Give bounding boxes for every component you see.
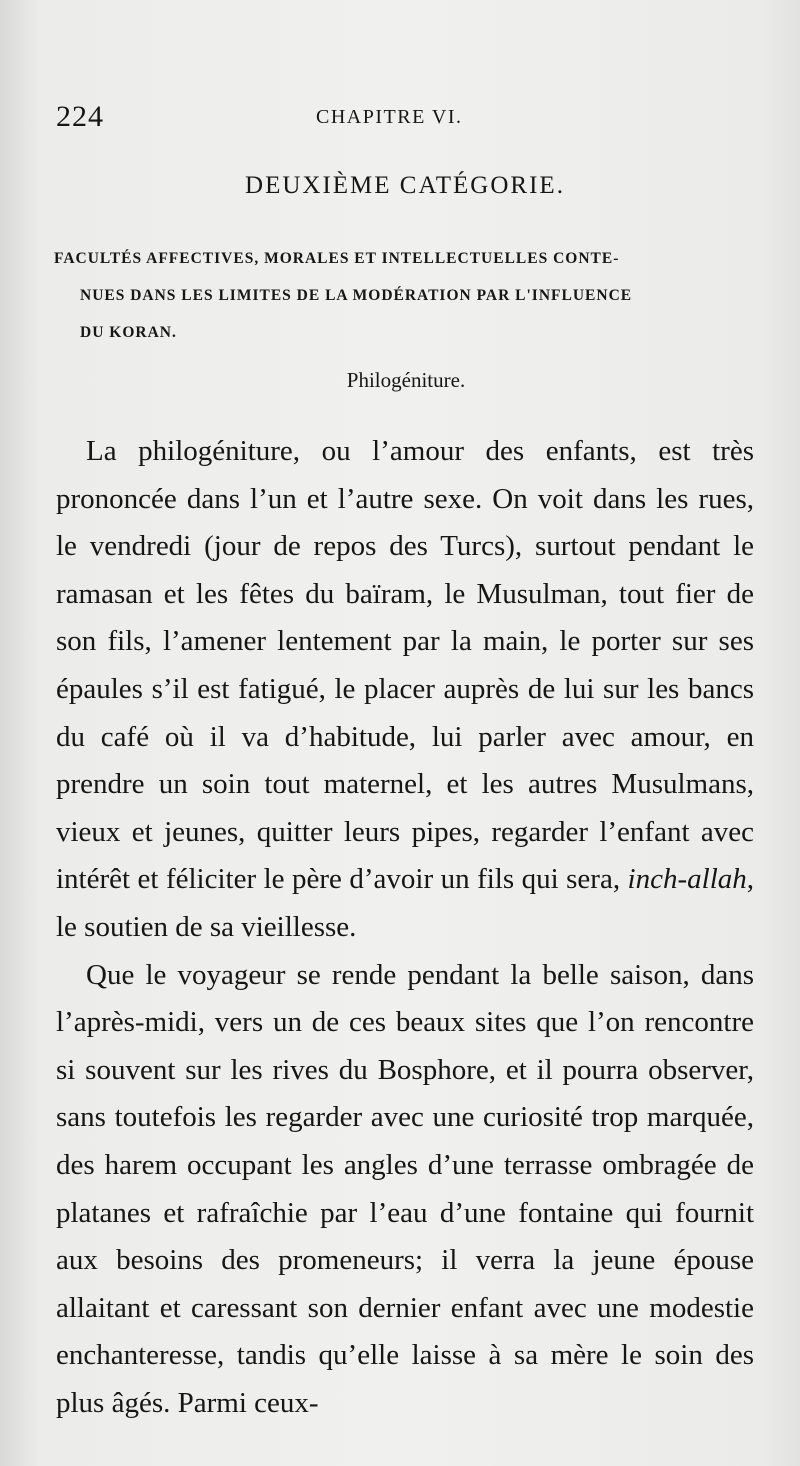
running-head: CHAPITRE VI. — [316, 106, 463, 128]
body-text — [56, 428, 754, 1427]
subheading-line-1: FACULTÉS AFFECTIVES, MORALES ET INTELLECTUELLES CONTE- — [54, 250, 620, 267]
page-header — [56, 100, 746, 140]
paragraph-1-end: , le soutien de sa vieillesse. — [56, 863, 754, 943]
subheading-line-2: NUES DANS LES LIMITES DE LA MODÉRATION PAR L'INFLUENCE — [80, 287, 633, 304]
italic-phrase: inch-allah — [627, 863, 747, 896]
paragraph-1-text: La philogéniture, ou l’amour des enfants, est très prononcée dans l’un et l’autre sexe. On voit dans les rues, le vendredi (jour de repos des Turcs), surtout pendant le ramasan et les fêtes du baïram, le Musulman, tout fier de son fils, l’amener lentement par la main, le porter sur ses épaules s’il est fatigué, le placer auprès de lui sur les bancs du café où il va d’habitude, lui parler avec amour, en prendre un soin tout maternel, et les autres Musulmans, vieux et jeunes, quitter leurs pipes, regarder l’enfant avec intérêt et féliciter le père d’avoir un fils qui sera, — [56, 435, 754, 896]
paragraph-1 — [56, 428, 754, 952]
subheading-line-3: DU KORAN. — [80, 324, 177, 341]
category-title: DEUXIÈME CATÉGORIE. — [245, 172, 565, 199]
subheading — [54, 240, 754, 351]
paragraph-2: Que le voyageur se rende pendant la belle saison, dans l’après-midi, vers un de ces beaux sites que l’on rencontre si souvent sur les rives du Bosphore, et il pourra observer, sans toutefois les regarder avec une curiosité trop marquée, des harem occupant les angles d’une terrasse ombragée de platanes et rafraîchie par l’eau d’une fontaine qui fournit aux besoins des promeneurs; il verra la jeune épouse allaitant et caressant son dernier enfant avec une modestie enchanteresse, tandis qu’elle laisse à sa mère le soin des plus âgés. Parmi ceux- — [56, 958, 754, 1419]
page-number: 224 — [56, 100, 104, 133]
section-title: Philogéniture. — [346, 368, 466, 392]
